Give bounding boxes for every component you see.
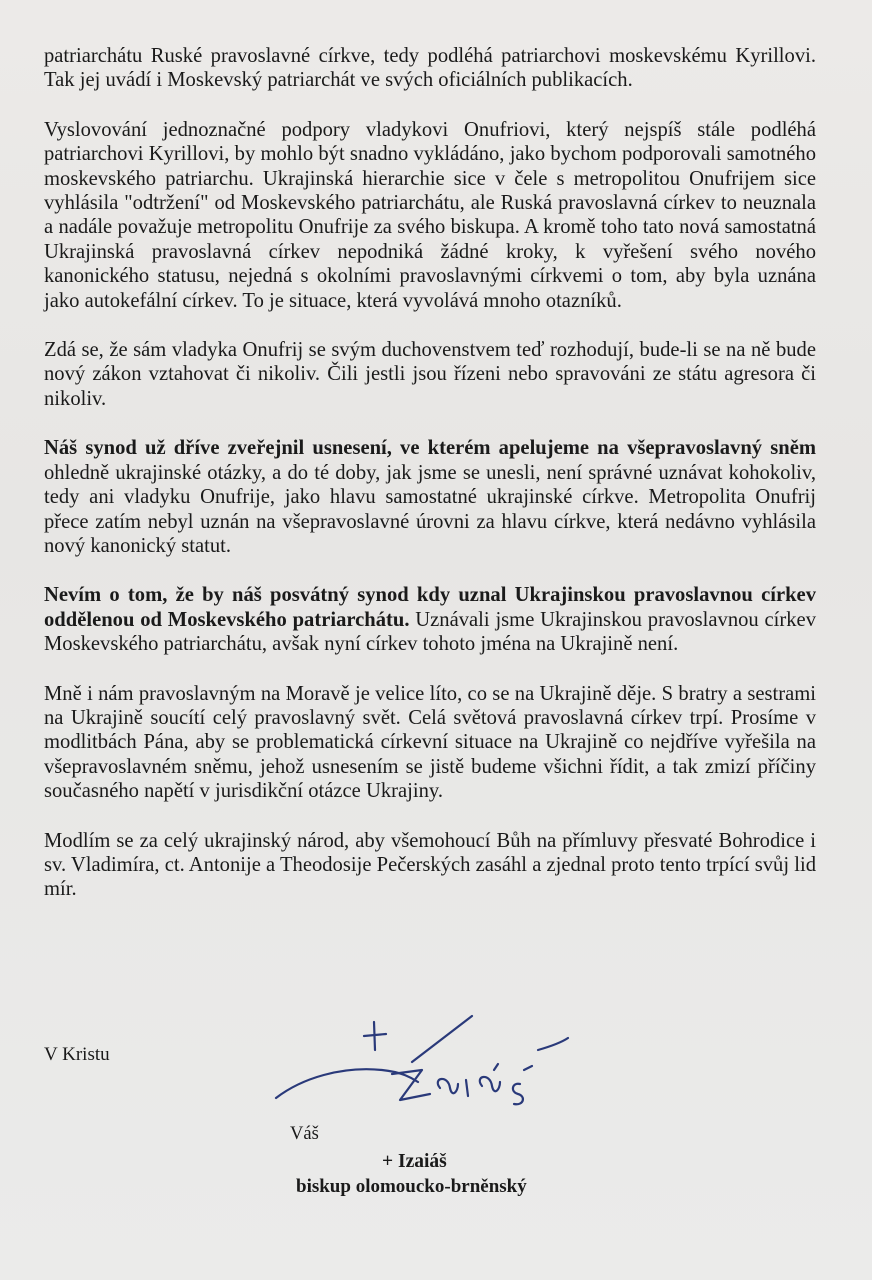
paragraph-2: Vyslovování jednoznačné podpory vladykovi Onufriovi, který nejspíš stále podléhá patriarchovi Kyrillovi, by mohlo být snadno vykládáno, jako bychom podporovali samotného moskevského patriarchu. Ukrajinská hierarchie sice v čele s metropolitou Onufrijem sice vyhlásila "odtržení" od Moskevského patriarchátu, ale Ruská pravoslavná církev to neuznala a nadále považuje metropolitu Onufrije za svého biskupa. A kromě toho tato nová samostatná Ukrajinská pravoslavná církev nepodniká žádné kroky, k vyřešení svého nového kanonického statusu, nejedná s okolními pravoslavnými církvemi o tom, aby byla uznána jako autokefální církev. To je situace, která vyvolává mnoho otazníků. (44, 118, 816, 312)
signoff-block (290, 1122, 527, 1199)
paragraph-4: Náš synod už dříve zveřejnil usnesení, ve kterém apelujeme na všepravoslavný sněm ohledně ukrajinské otázky, a do té doby, jak jsme se unesli, není správné uznávat kohokoliv, tedy ani vladyku Onufrije, jako hlavu samostatné ukrajinské církve. Metropolita Onufrij přece zatím nebyl uznán na všepravoslavné úrovni za hlavu církve, která nedávno vyhlásila nový kanonický statut. (44, 437, 816, 557)
letter-body (44, 44, 816, 927)
paragraph-1: patriarchátu Ruské pravoslavné církve, tedy podléhá patriarchovi moskevskému Kyrillovi. Tak jej uvádí i Moskevský patriarchát ve svých oficiálních publikacích. (44, 45, 816, 92)
signoff-vas: Váš (290, 1124, 319, 1144)
closing-phrase: V Kristu (44, 1044, 110, 1065)
paragraph-6: Mně i nám pravoslavným na Moravě je velice líto, co se na Ukrajině děje. S bratry a sestrami na Ukrajině soucítí celý pravoslavný svět. Celá světová pravoslavná církev trpí. Prosíme v modlitbách Pána, aby se problematická církevní situace na Ukrajině co nejdříve vyřešila na všepravoslavném sněmu, jehož usnesením se jistě budeme všichni řídit, a tak zmizí příčiny současného napětí v jurisdikční otázce Ukrajiny. (44, 682, 816, 803)
handwritten-signature (262, 1008, 592, 1118)
signoff-name: + Izaiáš (382, 1151, 447, 1172)
paragraph-5-bold: Nevím o tom, že by náš posvátný synod kdy uznal Ukrajinskou pravoslavnou církev oddělenou od Moskevského patriarchátu. (44, 584, 816, 631)
paragraph-5: Nevím o tom, že by náš posvátný synod kdy uznal Ukrajinskou pravoslavnou církev oddělenou od Moskevského patriarchátu. Uznávali jsme Ukrajinskou pravoslavnou církev Moskevského patriarchátu, avšak nyní církev tohoto jména na Ukrajině není. (44, 584, 816, 656)
signoff-title: biskup olomoucko-brněnský (296, 1176, 527, 1197)
paragraph-3: Zdá se, že sám vladyka Onufrij se svým duchovenstvem teď rozhodují, bude-li se na ně bude nový zákon vztahovat či nikoliv. Čili jestli jsou řízeni nebo spravováni ze státu agresora či nikoliv. (44, 339, 816, 410)
paragraph-4-bold: Náš synod už dříve zveřejnil usnesení, ve kterém apelujeme na všepravoslavný sněm (44, 437, 816, 460)
paragraph-7: Modlím se za celý ukrajinský národ, aby všemohoucí Bůh na přímluvy přesvaté Bohrodice i sv. Vladimíra, ct. Antonije a Theodosije Pečerských zasáhl a zjednal proto tento trpící svůj lid mír. (44, 829, 816, 901)
